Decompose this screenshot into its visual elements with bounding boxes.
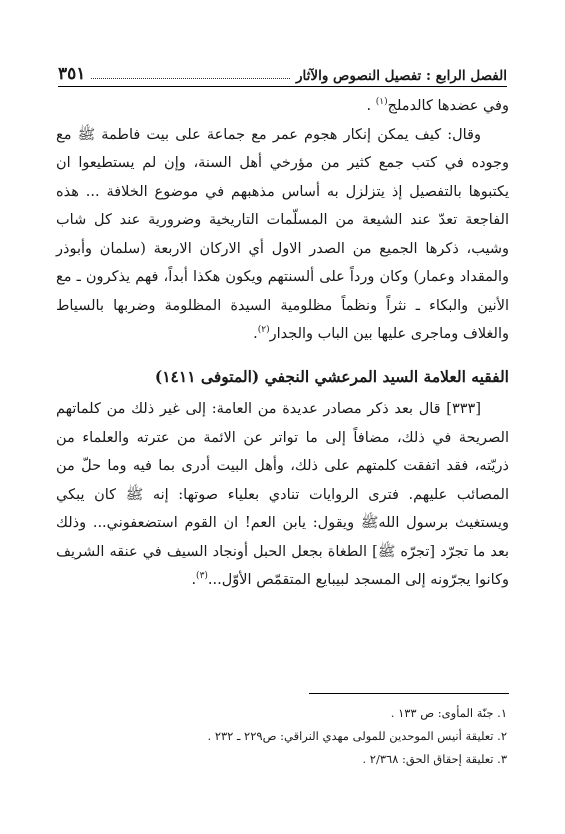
paragraph-1: وفي عضدها كالدملج$^{(١)}$ .	[366, 97, 509, 114]
note-ref-1: (١)	[375, 97, 388, 108]
running-head	[58, 58, 507, 87]
paragraph-2: وقال: كيف يمكن إنكار هجوم عمر مع جماعة على بيت فاطمة ﷺ مع وجوده في كتب جمع كثير من مؤرخي أهل السنة، وإن لم يستطيعوا ان يكتبوها بالتفصيل إذ يتزلزل به أساس مذهبهم في موضوع الخلافة ... هذه الفاجعة تعدّ عند الشيعة من المسلّمات التاريخية وضرورية عند كل شاب وشيب، ذكرها الجميع من الصدر الاول أي الاركان الاربعة (سلمان وأبوذر والمقداد وعمار) وكان ورداً على ألسنتهم ويكون هكذا أبداً، فهم يذكرون ـ مع الأنين والبكاء ـ نثراً ونظماً مظلومية السيدة المظلومة وضربها بالسياط والغلاف وماجرى عليها بين الباب والجدار$^{(٢)}$.	[56, 126, 509, 342]
note-ref-2: (٢)	[257, 325, 270, 336]
page-number: ٣٥١	[58, 64, 86, 84]
footnote-1: ١. جنّة المأوى: ص ١٣٣ .	[390, 706, 507, 720]
leader-dots	[91, 78, 290, 79]
section-heading: الفقيه العلامة السيد المرعشي النجفي (المتوفى ١٤١١)	[154, 366, 509, 386]
footnote-2: ٢. تعليقة أنيس الموحدين للمولى مهدي النراقي: ص٢٢٩ ـ ٢٣٢ .	[207, 729, 507, 743]
footnotes	[58, 702, 507, 771]
footnote-3: ٣. تعليقة إحقاق الحق: ٢/٣٦٨ .	[362, 752, 507, 766]
body-text	[56, 92, 509, 595]
chapter-title: الفصل الرابع : تفصيل النصوص والآثار	[295, 68, 507, 84]
footnote-divider	[309, 693, 509, 694]
paragraph-3: [٣٣٣] قال بعد ذكر مصادر عديدة من العامة: إلى غير ذلك من كلماتهم الصريحة في ذلك، مضافاً إلى ما تواتر عن الائمة من عترته والعلماء من ذريّته، فقد اتفقت كلمتهم على ذلك، وأهل البيت أدرى بما فيه وما حلّ من المصائب عليهم. فترى الروايات تنادي بعلياء صوتها: إنه ﷺ كان يبكي ويستغيث برسول اللهﷺ ويقول: يابن العم! ان القوم استضعفوني... وذلك بعد ما تجرّد [تجرّه ﷺ] الطغاة بجعل الحبل أونجاد السيف في عنقه الشريف وكانوا يجرّونه إلى المسجد لبيبايع المتقمّص الأوّل...$^{(٣)}$.	[56, 401, 509, 588]
note-ref-3: (٣)	[196, 571, 208, 582]
